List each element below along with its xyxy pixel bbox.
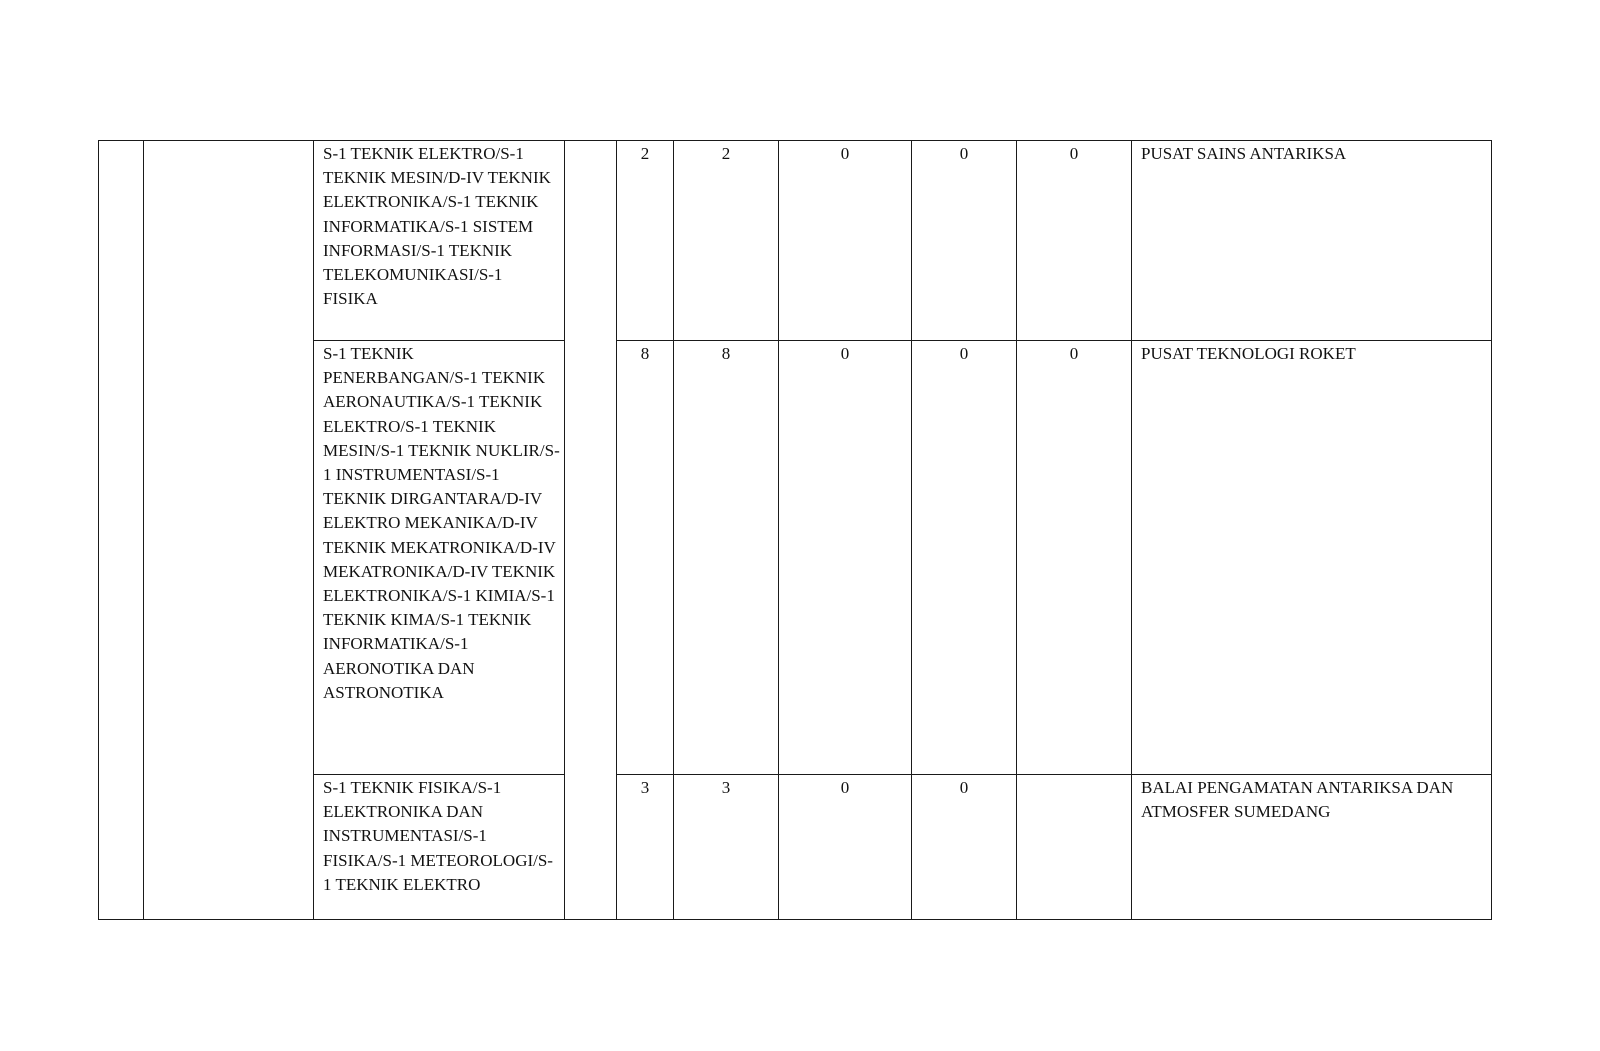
- formation-table: [98, 140, 1492, 920]
- count-b-cell: 3: [674, 775, 779, 920]
- count-a-cell: 2: [617, 141, 674, 341]
- education-cell: S-1 TEKNIK PENERBANGAN/S-1 TEKNIK AERONAUTIKA/S-1 TEKNIK ELEKTRO/S-1 TEKNIK MESIN/S-1 TEKNIK NUKLIR/S-1 INSTRUMENTASI/S-1 TEKNIK DIRGANTARA/D-IV ELEKTRO MEKANIKA/D-IV TEKNIK MEKATRONIKA/D-IV MEKATRONIKA/D-IV TEKNIK ELEKTRONIKA/S-1 KIMIA/S-1 TEKNIK KIMA/S-1 TEKNIK INFORMATIKA/S-1 AERONOTIKA DAN ASTRONOTIKA: [314, 341, 565, 775]
- count-d-cell: 0: [912, 775, 1017, 920]
- count-c-cell: 0: [779, 341, 912, 775]
- count-b-cell: 2: [674, 141, 779, 341]
- education-cell: S-1 TEKNIK FISIKA/S-1 ELEKTRONIKA DAN INSTRUMENTASI/S-1 FISIKA/S-1 METEOROLOGI/S-1 TEKNIK ELEKTRO: [314, 775, 565, 920]
- work-unit-cell: PUSAT TEKNOLOGI ROKET: [1132, 341, 1492, 775]
- blank-cell: [565, 141, 617, 920]
- count-e-cell: 0: [1017, 141, 1132, 341]
- work-unit-cell: PUSAT SAINS ANTARIKSA: [1132, 141, 1492, 341]
- work-unit-cell: BALAI PENGAMATAN ANTARIKSA DAN ATMOSFER SUMEDANG: [1132, 775, 1492, 920]
- count-a-cell: 3: [617, 775, 674, 920]
- count-d-cell: 0: [912, 341, 1017, 775]
- education-cell: S-1 TEKNIK ELEKTRO/S-1 TEKNIK MESIN/D-IV TEKNIK ELEKTRONIKA/S-1 TEKNIK INFORMATIKA/S-1 SISTEM INFORMASI/S-1 TEKNIK TELEKOMUNIKASI/S-1 FISIKA: [314, 141, 565, 341]
- number-cell: [99, 141, 144, 920]
- count-c-cell: 0: [779, 141, 912, 341]
- count-a-cell: 8: [617, 341, 674, 775]
- count-e-cell: 0: [1017, 341, 1132, 775]
- count-e-cell: [1017, 775, 1132, 920]
- count-d-cell: 0: [912, 141, 1017, 341]
- table-row: [99, 141, 1492, 341]
- count-c-cell: 0: [779, 775, 912, 920]
- position-cell: [144, 141, 314, 920]
- count-b-cell: 8: [674, 341, 779, 775]
